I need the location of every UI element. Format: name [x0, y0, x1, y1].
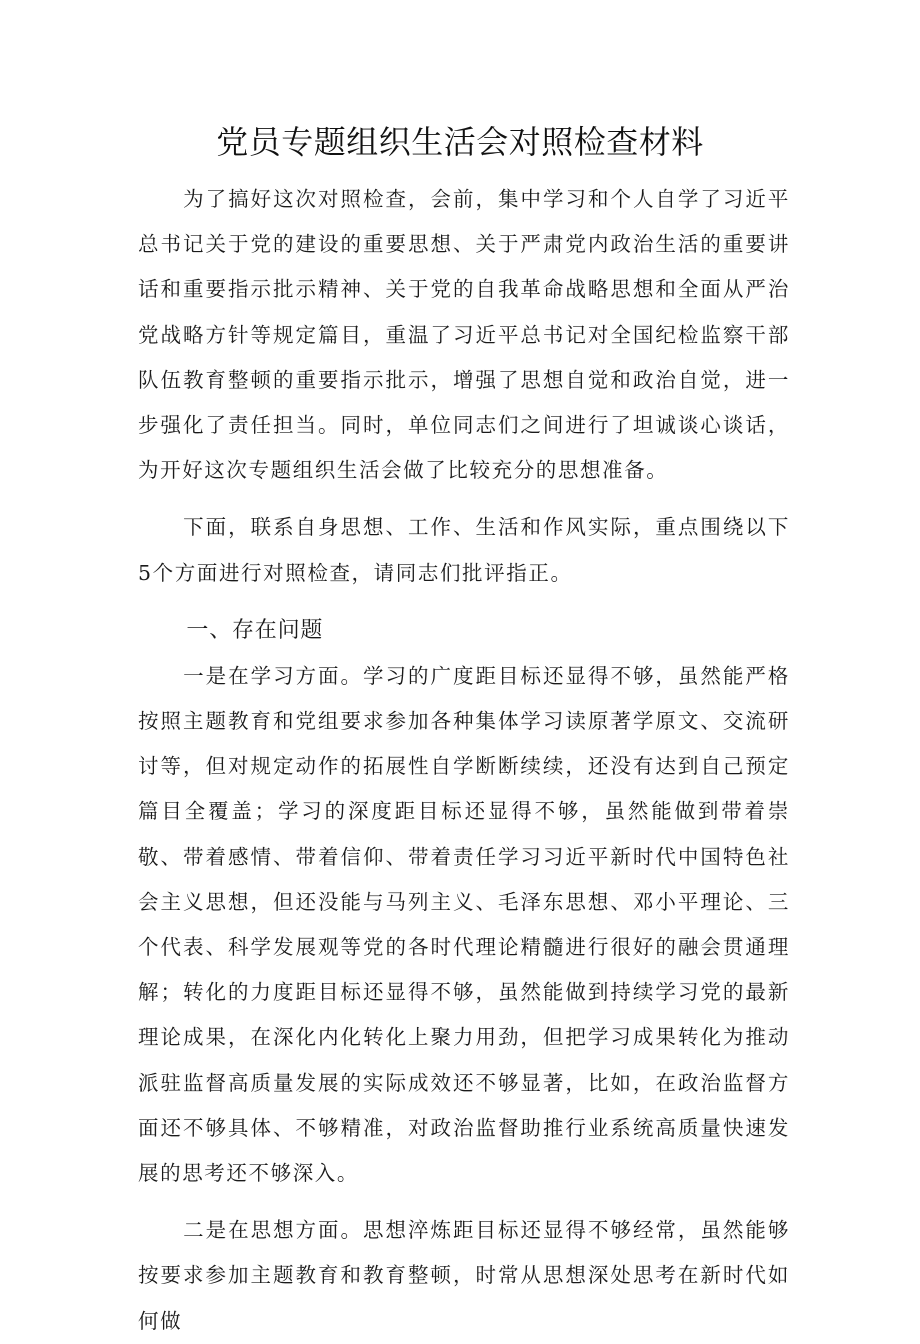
study-paragraph: 一是在学习方面。学习的广度距目标还显得不够，虽然能严格按照主题教育和党组要求参加各种集体学习读原著学原文、交流研讨等，但对规定动作的拓展性自学断断续续，还没有达到自己预定篇目全覆盖；学习的深度距目标还显得不够，虽然能做到带着崇敬、带着感情、带着信仰、带着责任学习习近平新时代中国特色社会主义思想，但还没能与马列主义、毛泽东思想、邓小平理论、三个代表、科学发展观等党的各时代理论精髓进行很好的融会贯通理解；转化的力度距目标还显得不够，虽然能做到持续学习党的最新理论成果，在深化内化转化上聚力用劲，但把学习成果转化为推动派驻监督高质量发展的实际成效还不够显著，比如，在政治监督方面还不够具体、不够精准，对政治监督助推行业系统高质量快速发展的思考还不够深入。 — [138, 663, 790, 1186]
section-heading: 一、存在问题 — [186, 617, 324, 643]
document-body — [138, 177, 790, 1344]
intro-paragraph: 为了搞好这次对照检查，会前，集中学习和个人自学了习近平总书记关于党的建设的重要思想、关于严肃党内政治生活的重要讲话和重要指示批示精神、关于党的自我革命战略思想和全面从严治党战略方针等规定篇目，重温了习近平总书记对全国纪检监察干部队伍教育整顿的重要指示批示，增强了思想自觉和政治自觉，进一步强化了责任担当。同时，单位同志们之间进行了坦诚谈心谈话，为开好这次专题组织生活会做了比较充分的思想准备。 — [138, 187, 790, 483]
scope-paragraph: 下面，联系自身思想、工作、生活和作风实际，重点围绕以下5个方面进行对照检查，请同志们批评指正。 — [138, 515, 790, 585]
thought-paragraph: 二是在思想方面。思想淬炼距目标还显得不够经常，虽然能够按要求参加主题教育和教育整顿，时常从思想深处思考在新时代如何做 — [138, 1218, 790, 1333]
document-title: 党员专题组织生活会对照检查材料 — [216, 123, 704, 161]
